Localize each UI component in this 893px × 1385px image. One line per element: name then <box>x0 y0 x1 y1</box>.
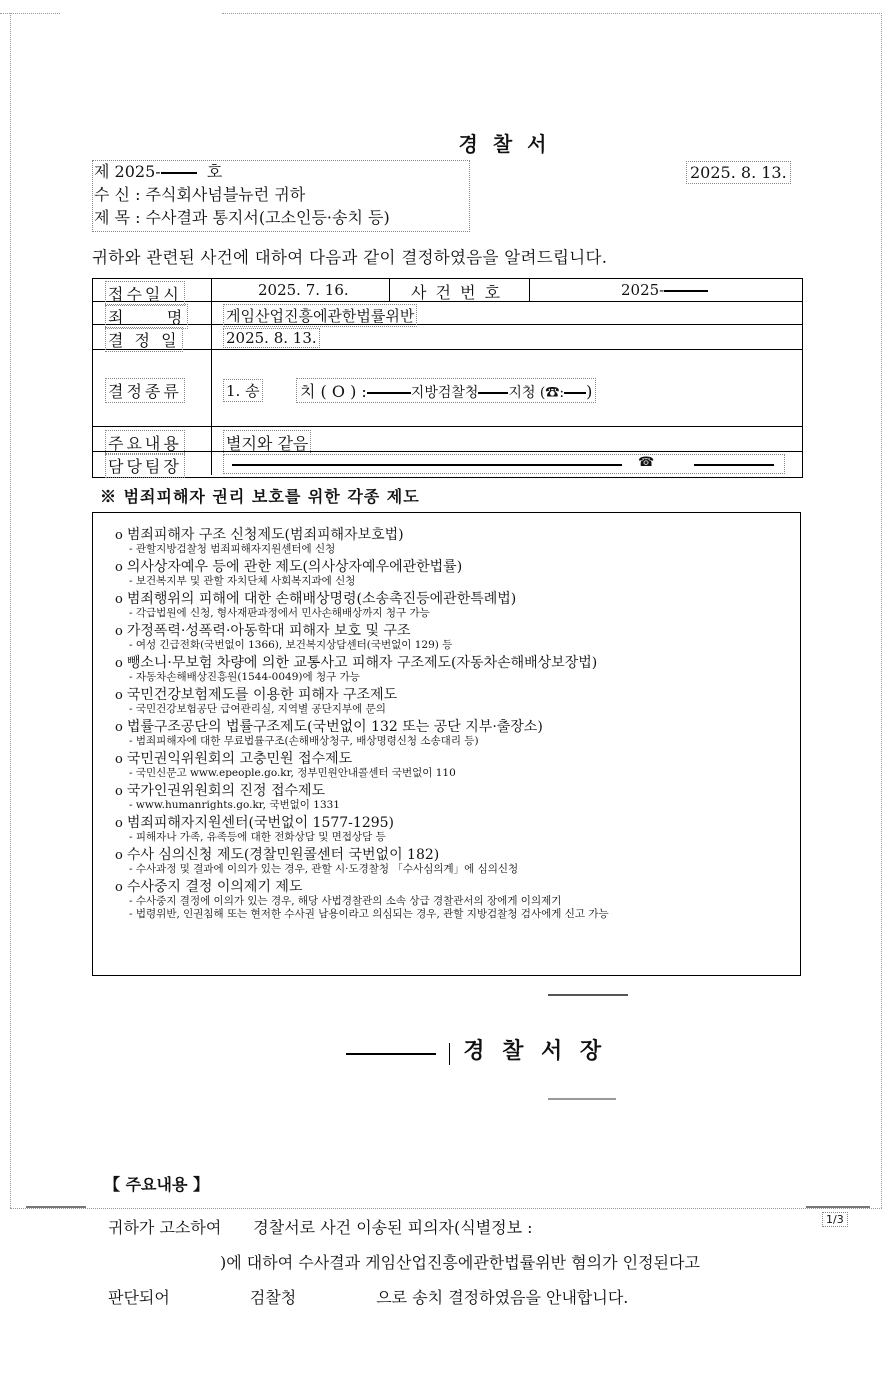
attachment-text: 으로 송치 결정하였음을 안내합니다. <box>376 1288 629 1307</box>
page-number-line <box>806 1206 870 1208</box>
column-divider <box>389 279 390 301</box>
bullet-icon: o <box>115 880 123 895</box>
redaction-bar <box>232 464 622 466</box>
bullet-icon: o <box>115 816 123 831</box>
document-number-prefix: 제 2025- <box>94 162 161 181</box>
table-row-team-leader <box>93 452 802 475</box>
rights-item-title <box>115 591 516 608</box>
document-number <box>94 161 222 182</box>
redaction-bar <box>664 290 708 292</box>
rights-heading: ※ 범죄피해자 권리 보호를 위한 각종 제도 <box>100 487 420 506</box>
bullet-icon: o <box>115 592 123 607</box>
rights-item-title <box>115 847 439 864</box>
case-number-label: 사 건 번 호 <box>411 283 503 302</box>
attachment-line1 <box>108 1218 533 1238</box>
rights-item-title <box>115 815 394 832</box>
scan-frame-top <box>222 13 882 14</box>
stamp-trace <box>548 1098 616 1100</box>
rights-item-title-text: 범죄피해자 구조 신청제도(범죄피해자보호법) <box>126 527 404 543</box>
phone-icon: ☎ <box>638 455 655 470</box>
decision-date-label: 결 정 일 <box>105 327 183 352</box>
rights-item-title-text: 뺑소니·무보험 차량에 의한 교통사고 피해자 구조제도(자동차손해배상보장법) <box>126 655 598 671</box>
bullet-icon: o <box>115 560 123 575</box>
decision-type-number: 1. 송 <box>223 379 263 402</box>
rights-item-title-text: 범죄행위의 피해에 대한 손해배상명령(소송촉진등에관한특례법) <box>126 591 517 607</box>
rights-item-detail: - www.humanrights.go.kr, 국번없이 1331 <box>129 799 340 811</box>
redaction-bar <box>694 464 774 466</box>
rights-item-title-text: 국민건강보험제도를 이용한 피해자 구조제도 <box>126 687 398 703</box>
document-date: 2025. 8. 13. <box>686 161 791 184</box>
team-leader-value <box>223 454 785 474</box>
bullet-icon: o <box>115 720 123 735</box>
document-number-suffix: 호 <box>206 162 223 181</box>
decision-type-branch: 지청 (☎: <box>508 385 565 401</box>
rights-item-detail: - 법령위반, 인권침해 또는 현저한 수사권 남용이라고 의심되는 경우, 관할 지방검찰청 검사에게 신고 가능 <box>129 908 609 920</box>
rights-item-detail: - 자동차손해배상진흥원(1544-0049)에 청구 가능 <box>129 671 360 683</box>
decision-type-detail <box>296 378 596 403</box>
column-divider <box>529 279 530 301</box>
bullet-icon: o <box>115 688 123 703</box>
decision-type-label: 결정종류 <box>105 378 185 403</box>
rights-box <box>92 512 801 976</box>
rights-item-title-text: 수사중지 결정 이의제기 제도 <box>126 879 303 895</box>
rights-item-title <box>115 687 397 704</box>
signature-block <box>346 1034 606 1065</box>
bullet-icon: o <box>115 784 123 799</box>
rights-item-detail: - 각급법원에 신청, 형사재판과정에서 민사손해배상까지 청구 가능 <box>129 607 430 619</box>
case-number-value <box>621 281 708 299</box>
table-row-decision-date <box>93 325 802 350</box>
team-leader-label: 담당팀장 <box>105 453 185 478</box>
bullet-icon: o <box>115 624 123 639</box>
margin-mark <box>26 1206 86 1208</box>
decision-type-office: 지방검찰청 <box>410 385 479 401</box>
table-row-decision-type <box>93 350 802 427</box>
rights-item-detail: - 범죄피해자에 대한 무료법률구조(손해배상청구, 배상명령신청 소송대리 등) <box>129 735 479 747</box>
table-row-charge <box>93 302 802 325</box>
attachment-text: 귀하가 고소하여 <box>108 1218 222 1237</box>
table-row-main-content <box>93 427 802 452</box>
bullet-icon: o <box>115 752 123 767</box>
rights-item-detail: - 보건복지부 및 관할 자치단체 사회복지과에 신청 <box>129 575 356 587</box>
scan-frame-bottom <box>10 1208 882 1209</box>
rights-item-detail: - 국민신문고 www.epeople.go.kr, 정부민원안내콜센터 국번없이 110 <box>129 767 456 779</box>
scan-frame-left <box>10 13 11 1208</box>
decision-date-value: 2025. 8. 13. <box>223 328 320 348</box>
rights-item-title-text: 범죄피해자지원센터(국번없이 1577-1295) <box>126 815 395 831</box>
decision-table <box>92 278 803 478</box>
rights-item-detail: - 여성 긴급전화(국번없이 1366), 보건복지상담센터(국번없이 129) 등 <box>129 639 453 651</box>
rights-item-title-text: 가정폭력·성폭력·아동학대 피해자 보호 및 구조 <box>126 623 411 639</box>
rights-item-title-text: 수사 심의신청 제도(경찰민원콜센터 국번없이 182) <box>126 847 440 863</box>
page-number: 1/3 <box>822 1212 848 1227</box>
rights-item-title-text: 법률구조공단의 법률구조제도(국번없이 132 또는 공단 지부·출장소) <box>126 719 543 735</box>
rights-item-title <box>115 655 597 672</box>
decision-type-text: 치 ( O ) : <box>300 382 367 401</box>
case-number-prefix: 2025- <box>621 281 665 299</box>
recipient-line: 수 신 : 주식회사넘블뉴런 귀하 <box>94 185 306 204</box>
rights-item-title <box>115 559 462 576</box>
police-chief-signature: 경 찰 서 장 <box>463 1038 607 1064</box>
decision-type-close: ) <box>586 382 593 401</box>
rights-item-title <box>115 719 543 736</box>
attachment-text: 경찰서로 사건 이송된 피의자(식별정보 : <box>253 1218 533 1237</box>
redaction-bar <box>161 172 197 174</box>
attachment-line3 <box>108 1288 628 1308</box>
redaction-bar <box>367 392 411 394</box>
divider <box>449 1043 450 1065</box>
subject-line: 제 목 : 수사결과 통지서(고소인등·송치 등) <box>94 208 390 227</box>
bullet-icon: o <box>115 656 123 671</box>
table-row-receipt <box>93 279 802 302</box>
rights-item-title <box>115 623 410 640</box>
rights-item-detail: - 수사중지 결정에 이의가 있는 경우, 해당 사법경찰관의 소속 상급 경찰관서의 장에게 이의제기 <box>129 895 562 907</box>
bullet-icon: o <box>115 528 123 543</box>
rights-item-detail: - 국민건강보험공단 급여관리실, 지역별 공단지부에 문의 <box>129 703 386 715</box>
receipt-date-value: 2025. 7. 16. <box>258 281 349 299</box>
main-content-label: 주요내용 <box>105 430 185 455</box>
rights-item-title <box>115 879 302 896</box>
rights-item-detail: - 수사과정 및 결과에 이의가 있는 경우, 관할 시·도경찰청 「수사심의계」에 심의신청 <box>129 863 519 875</box>
signature-line <box>548 994 628 996</box>
redaction-bar <box>564 392 586 394</box>
rights-item-title-text: 국가인권위원회의 진정 접수제도 <box>126 783 326 799</box>
charge-value: 게임산업진흥에관한법률위반 <box>223 304 417 327</box>
redaction-bar <box>346 1053 436 1055</box>
charge-label: 죄 명 <box>105 304 188 329</box>
redaction-bar <box>478 392 508 394</box>
scan-frame-topleft <box>0 13 60 14</box>
rights-item-title <box>115 751 352 768</box>
attachment-line2: )에 대하여 수사결과 게임산업진흥에관한법률위반 혐의가 인정된다고 <box>220 1253 700 1272</box>
rights-item-detail: - 피해자나 가족, 유족등에 대한 전화상담 및 면접상담 등 <box>129 831 386 843</box>
rights-item-detail: - 관할지방검찰청 범죄피해자지원센터에 신청 <box>129 543 336 555</box>
document-title: 경 찰 서 <box>458 132 551 156</box>
attachment-heading: 【 주요내용 】 <box>104 1175 209 1194</box>
attachment-text: 판단되어 <box>108 1288 170 1307</box>
bullet-icon: o <box>115 848 123 863</box>
rights-item-title-text: 의사상자예우 등에 관한 제도(의사상자예우에관한법률) <box>126 559 463 575</box>
main-content-value: 별지와 같음 <box>223 430 311 455</box>
intro-text: 귀하와 관련된 사건에 대하여 다음과 같이 결정하였음을 알려드립니다. <box>92 248 608 267</box>
attachment-text: 검찰청 <box>249 1288 297 1307</box>
receipt-date-label: 접수일시 <box>105 281 185 306</box>
rights-item-title-text: 국민권익위원회의 고충민원 접수제도 <box>126 751 353 767</box>
rights-item-title <box>115 527 404 544</box>
rights-item-title <box>115 783 325 800</box>
scan-frame-right <box>881 13 882 1208</box>
